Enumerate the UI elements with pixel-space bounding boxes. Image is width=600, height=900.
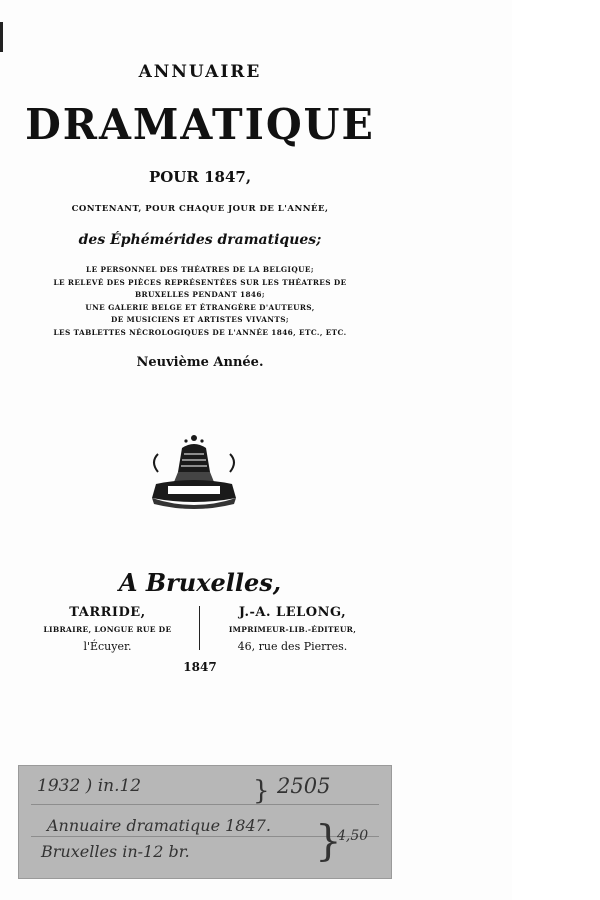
publisher-left xyxy=(20,604,195,655)
slip-rule xyxy=(31,804,379,805)
publisher-right-line1: IMPRIMEUR-LIB.-ÉDITEUR, xyxy=(228,625,357,634)
slip-code: 1932 ) in.12 xyxy=(37,776,142,796)
slip-brace: } xyxy=(315,816,342,865)
publisher-left-line1: LIBRAIRE, LONGUE RUE DE xyxy=(43,625,172,634)
printer-vignette-icon xyxy=(148,432,240,512)
edition-label: Neuvième Année. xyxy=(136,355,264,370)
title-year: POUR 1847, xyxy=(148,168,252,186)
binding-edge-mark xyxy=(0,22,3,52)
catalog-slip xyxy=(18,765,392,879)
contents-line: LES TABLETTES NÉCROLOGIQUES DE L'ANNÉE 1846, ETC., ETC. xyxy=(53,327,347,337)
imprint-divider xyxy=(199,606,200,650)
subtitle-intro: CONTENANT, POUR CHAQUE JOUR DE L'ANNÉE, xyxy=(71,204,329,214)
publisher-right-line2: 46, rue des Pierres. xyxy=(237,640,348,653)
contents-line: UNE GALERIE BELGE ET ÉTRANGÈRE D'AUTEURS, xyxy=(85,302,315,312)
publisher-right-name: J.-A. LELONG, xyxy=(238,605,347,620)
contents-line: DE MUSICIENS ET ARTISTES VIVANTS; xyxy=(111,315,289,325)
slip-title-line: Annuaire dramatique 1847. xyxy=(47,816,271,835)
slip-brace: } xyxy=(253,776,270,806)
contents-line: LE RELEVÉ DES PIÈCES REPRÉSENTÉES SUR LES THÉATRES DE xyxy=(53,277,347,287)
imprint-city: A Bruxelles, xyxy=(118,568,282,597)
publisher-left-name: TARRIDE, xyxy=(69,605,146,620)
contents-list xyxy=(0,264,400,340)
slip-number: 2505 xyxy=(277,774,331,798)
imprint-year: 1847 xyxy=(183,660,217,674)
subtitle-main: des Éphémérides dramatiques; xyxy=(78,232,322,248)
slip-price: 4,50 xyxy=(337,828,369,844)
contents-line: LE PERSONNEL DES THÉATRES DE LA BELGIQUE; xyxy=(86,265,314,274)
title-dramatique: DRAMATIQUE xyxy=(25,100,375,149)
title-annuaire: ANNUAIRE xyxy=(138,62,262,82)
contents-line: BRUXELLES PENDANT 1846; xyxy=(134,290,265,300)
publisher-right xyxy=(205,604,380,655)
publisher-left-line2: l'Écuyer. xyxy=(83,640,132,653)
slip-place-line: Bruxelles in-12 br. xyxy=(41,842,190,861)
